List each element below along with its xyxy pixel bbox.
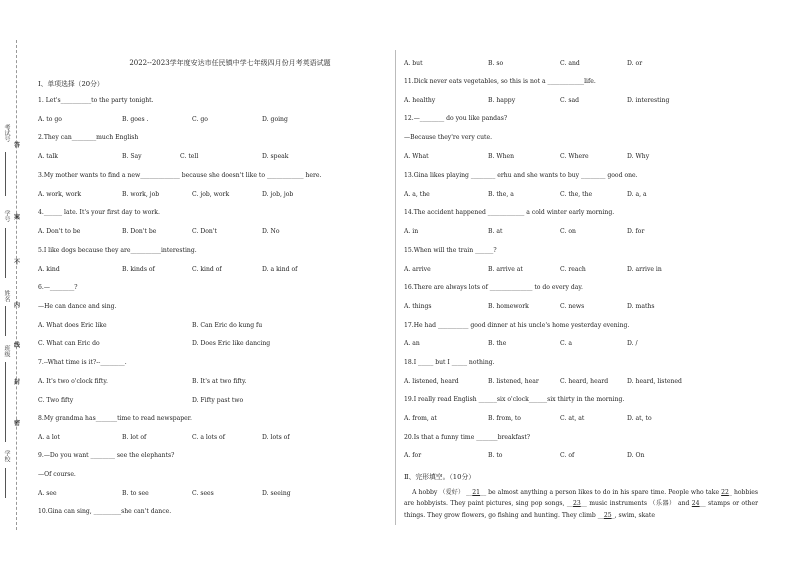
answer-option: C. and	[560, 60, 580, 67]
answer-option: D. for	[627, 228, 645, 235]
passage-text: A hobby （爱好）	[412, 489, 465, 496]
answer-option: C. of	[560, 452, 575, 459]
answer-option: D. lots of	[262, 434, 290, 441]
passage-text: music instruments （乐器） and	[586, 500, 690, 508]
blank-22: 22	[721, 489, 729, 496]
answer-option: C. a	[560, 340, 572, 347]
answer-option: C. Two fifty	[38, 397, 74, 404]
answer-option: B. kinds of	[122, 266, 155, 273]
question-stem: 1. Let's__________to the party tonight.	[38, 97, 154, 104]
answer-option: A. an	[404, 340, 420, 347]
question-stem: 11.Dick never eats vegetables, so this is not a ____________life.	[404, 78, 596, 85]
answer-option: B. It's at two fifty.	[192, 378, 247, 385]
answer-option: D. interesting	[627, 97, 670, 104]
answer-option: C. news	[560, 303, 585, 310]
answer-option: C. at, at	[560, 415, 585, 422]
answer-option: C. go	[192, 116, 208, 123]
answer-option: C. heard, heard	[560, 378, 609, 385]
answer-option: A. in	[404, 228, 419, 235]
answer-option: B. When	[488, 153, 515, 160]
answer-option: A. What	[404, 153, 429, 160]
seal-char: 案	[14, 214, 21, 221]
seal-char: 内	[14, 302, 21, 309]
answer-option: D. speak	[262, 153, 289, 160]
question-stem: 18.I _____ but I _____ nothing.	[404, 359, 495, 366]
blank-21: 21	[472, 489, 481, 496]
answer-option: B. Can Eric do kung fu	[192, 322, 263, 329]
answer-option: B. goes .	[122, 116, 149, 123]
answer-option: D. a, a	[627, 191, 647, 198]
answer-option: A. healthy	[404, 97, 436, 104]
answer-option: B. happy	[488, 97, 516, 104]
section-heading-multiple-choice: Ⅰ、单项选择（20分）	[38, 80, 104, 88]
answer-option: A. but	[404, 60, 423, 67]
answer-option: A. see	[38, 490, 57, 497]
answer-option: C. job, work	[192, 191, 230, 198]
answer-option: C. reach	[560, 266, 586, 273]
question-stem: 15.When will the train ______?	[404, 247, 497, 254]
answer-option: D. arrive in	[627, 266, 662, 273]
answer-option: B. lot of	[122, 434, 147, 441]
answer-option: B. to see	[122, 490, 149, 497]
answer-option: B. to	[488, 452, 503, 459]
binding-label-school: 学校	[3, 450, 10, 462]
question-stem: 3.My mother wants to find a new_____________ because she doesn't like to ____________ here.	[38, 172, 322, 179]
question-subline: —Of course.	[38, 471, 76, 478]
passage-text: hobbies are hobbyists. They paint pictures, sing pop songs,	[404, 489, 759, 508]
question-stem: 7.--What time is it?--________.	[38, 359, 127, 366]
seal-char: 封	[14, 379, 21, 386]
seal-char: 答	[14, 142, 21, 149]
answer-option: B. so	[488, 60, 504, 67]
answer-option: D. Does Eric like dancing	[192, 340, 271, 347]
answer-option: B. from, to	[488, 415, 521, 422]
answer-option: C. the, the	[560, 191, 593, 198]
answer-option: D. going	[262, 116, 288, 123]
question-stem: 14.The accident happened ____________ a cold winter early morning.	[404, 209, 615, 216]
blank-25: 25	[603, 511, 612, 519]
answer-option: A. from, at	[404, 415, 437, 422]
answer-option: A. talk	[38, 153, 58, 160]
answer-option: C. a lots of	[192, 434, 225, 441]
cloze-passage: A hobby （爱好） __21__ be almost anything a person likes to do in his spare time. People who take 22_ hobbies are hobbyists. They paint pictures, sing pop songs, __23__ music instruments （乐器） and 24__ stamps or other things. They grow flowers, go fishing and hunting. They climb __25_, swim, skate	[404, 489, 759, 519]
binding-underline	[5, 152, 6, 196]
answer-option: C. tell	[180, 153, 199, 160]
column-divider	[395, 50, 396, 525]
binding-underline	[5, 468, 6, 498]
answer-option: D. seeing	[262, 490, 291, 497]
question-stem: 2.They can________much English	[38, 134, 139, 141]
answer-option: D. job, job	[262, 191, 294, 198]
question-stem: 5.I like dogs because they are__________interesting.	[38, 247, 197, 254]
seal-char: 不	[14, 259, 21, 266]
answer-option: D. No	[262, 228, 280, 235]
question-stem: 12.—________ do you like pandas?	[404, 115, 508, 122]
answer-option: B. listened, hear	[488, 378, 539, 385]
answer-option: D. heard, listened	[627, 378, 682, 385]
section-heading-cloze: Ⅱ、完形填空。（10分）	[404, 473, 476, 481]
answer-option: D. a kind of	[262, 266, 298, 273]
binding-underline	[5, 306, 6, 336]
page-title: 2022--2023学年度安达市任民镇中学七年级四月份月考英语试题	[129, 59, 331, 67]
answer-option: B. Say	[122, 153, 142, 160]
binding-margin	[0, 0, 30, 562]
question-subline: —He can dance and sing.	[38, 303, 117, 310]
answer-option: C. sees	[192, 490, 214, 497]
answer-option: D. Fifty past two	[192, 397, 244, 404]
question-stem: 4.______ late. It's your first day to work.	[38, 209, 160, 216]
answer-option: A. What does Eric like	[38, 322, 107, 329]
binding-label-student-number: 学号	[3, 210, 10, 222]
answer-option: A. for	[404, 452, 422, 459]
answer-option: A. things	[404, 303, 432, 310]
answer-option: D. or	[627, 60, 643, 67]
answer-option: A. a lot	[38, 434, 60, 441]
answer-option: B. Don't be	[122, 228, 157, 235]
passage-text: stamps or other things. They grow flowers, go fishing and hunting. They climb	[404, 500, 758, 519]
answer-option: C. sad	[560, 97, 579, 104]
answer-option: B. work, job	[122, 191, 160, 198]
answer-option: A. work, work	[38, 191, 82, 198]
answer-option: D. maths	[627, 303, 655, 310]
question-subline: —Because they're very cute.	[404, 134, 493, 141]
blank-23: 23	[572, 500, 581, 508]
answer-option: D. On	[627, 452, 645, 459]
answer-option: C. Don't	[192, 228, 217, 235]
binding-label-class: 班级	[3, 345, 10, 357]
answer-option: A. Don't to be	[38, 228, 81, 235]
answer-option: B. arrive at	[488, 266, 523, 273]
question-stem: 20.Is that a funny time _______breakfast?	[404, 434, 531, 441]
answer-option: D. /	[627, 340, 638, 347]
binding-label-name: 姓名	[3, 290, 10, 302]
answer-option: A. to go	[38, 116, 62, 123]
seal-char: 线	[14, 342, 21, 349]
answer-option: A. a, the	[404, 191, 430, 198]
seal-dashed-line	[16, 40, 17, 530]
binding-label-exam-number: 考试号	[3, 124, 10, 142]
answer-option: B. the	[488, 340, 507, 347]
answer-option: B. at	[488, 228, 503, 235]
answer-option: A. It's two o'clock fifty.	[38, 378, 108, 385]
question-stem: 9.—Do you want ________ see the elephants?	[38, 452, 175, 459]
answer-option: A. arrive	[404, 266, 431, 273]
answer-option: A. listened, heard	[404, 378, 459, 385]
answer-option: C. Where	[560, 153, 589, 160]
question-stem: 8.My grandma has_______time to read newspaper.	[38, 415, 192, 422]
answer-option: C. kind of	[192, 266, 222, 273]
answer-option: C. on	[560, 228, 576, 235]
question-stem: 16.There are always lots of ______________ to do every day.	[404, 284, 583, 291]
question-stem: 17.He had __________ good dinner at his uncle's home yesterday evening.	[404, 322, 630, 329]
seal-char: 密	[14, 420, 21, 427]
answer-option: D. Why	[627, 153, 650, 160]
answer-option: D. at, to	[627, 415, 652, 422]
question-stem: 6.—________?	[38, 284, 78, 291]
passage-text: be almost anything a person likes to do in his spare time. People who take	[486, 489, 720, 496]
question-stem: 10.Gina can sing, _________she can't dance.	[38, 508, 172, 515]
answer-option: B. the, a	[488, 191, 514, 198]
answer-option: B. homework	[488, 303, 529, 310]
question-stem: 13.Gina likes playing ________ erhu and she wants to buy ________ good one.	[404, 172, 638, 179]
answer-option: C. What can Eric do	[38, 340, 100, 347]
question-stem: 19.I really read English ______six o'clock______six thirty in the morning.	[404, 396, 625, 403]
blank-24: 24	[691, 500, 700, 508]
binding-underline	[5, 362, 6, 442]
passage-text: , swim, skate	[614, 511, 655, 519]
answer-option: A. kind	[38, 266, 60, 273]
binding-underline	[5, 228, 6, 278]
